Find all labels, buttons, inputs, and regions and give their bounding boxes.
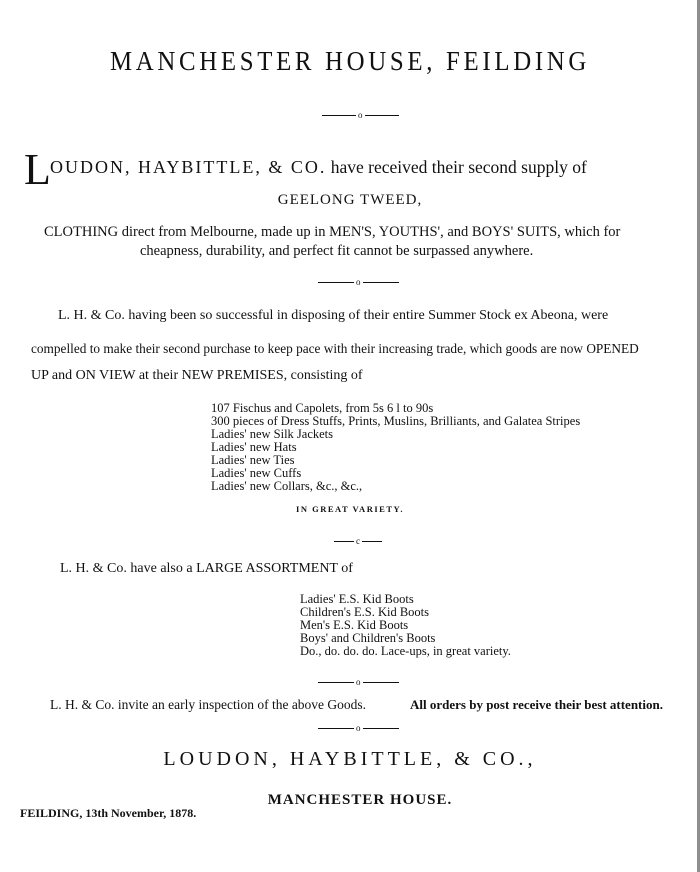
list-item: Men's E.S. Kid Boots — [300, 618, 409, 632]
stock-paragraph-line-2: compelled to make their second purchase to keep pace with their increasing trade, which goods are now OPENED — [31, 341, 639, 356]
goods-list — [211, 402, 580, 493]
footer-firm-name: LOUDON, HAYBITTLE, & CO., — [163, 748, 537, 770]
divider: c — [334, 537, 382, 546]
list-item: 300 pieces of Dress Stuffs, Prints, Muslins, Brilliants, and Galatea Stripes — [211, 414, 581, 428]
boots-list — [300, 593, 511, 658]
list-item: 107 Fischus and Capolets, from 5s 6 l to 90s — [211, 401, 434, 415]
drop-cap: L — [24, 145, 51, 194]
assortment-line: L. H. & Co. have also a LARGE ASSORTMENT of — [60, 561, 353, 576]
list-item: Ladies' new Hats — [211, 440, 297, 454]
orders-line: All orders by post receive their best attention. — [410, 697, 663, 712]
dateline: FEILDING, 13th November, 1878. — [20, 806, 197, 820]
divider-mark: o — [358, 110, 363, 120]
list-item: Children's E.S. Kid Boots — [300, 605, 429, 619]
clothing-line-2: cheapness, durability, and perfect fit cannot be surpassed anywhere. — [140, 243, 534, 259]
list-item: Boys' and Children's Boots — [300, 631, 436, 645]
stock-paragraph-line-3: UP and ON VIEW at their NEW PREMISES, consisting of — [31, 368, 363, 383]
divider: o — [318, 724, 399, 733]
footer-house-name: MANCHESTER HOUSE. — [267, 792, 453, 808]
firm-name: OUDON, HAYBITTLE, & CO. — [50, 157, 327, 177]
variety-note: IN GREAT VARIETY. — [296, 504, 404, 514]
list-item: Ladies' new Silk Jackets — [211, 427, 334, 441]
divider — [322, 111, 399, 120]
page-title: MANCHESTER HOUSE, FEILDING — [109, 46, 591, 76]
stock-paragraph-line-1: L. H. & Co. having been so successful in disposing of their entire Summer Stock ex Abeona, were — [58, 308, 609, 323]
list-item: Ladies' E.S. Kid Boots — [300, 592, 414, 606]
geelong-tweed-heading: GEELONG TWEED, — [277, 192, 423, 208]
divider: o — [318, 678, 399, 687]
invitation-line: L. H. & Co. invite an early inspection of the above Goods. — [50, 697, 367, 712]
list-item: Do., do. do. do. Lace-ups, in great variety. — [300, 644, 511, 658]
divider: o — [318, 278, 399, 287]
list-item: Ladies' new Collars, &c., &c., — [211, 479, 363, 493]
list-item: Ladies' new Cuffs — [211, 466, 302, 480]
clothing-line-1: CLOTHING direct from Melbourne, made up in MEN'S, YOUTHS', and BOYS' SUITS, which for — [44, 224, 621, 240]
firm-announcement-text: have received their second supply of — [326, 157, 587, 177]
list-item: Ladies' new Ties — [211, 453, 295, 467]
firm-announcement — [50, 157, 587, 178]
